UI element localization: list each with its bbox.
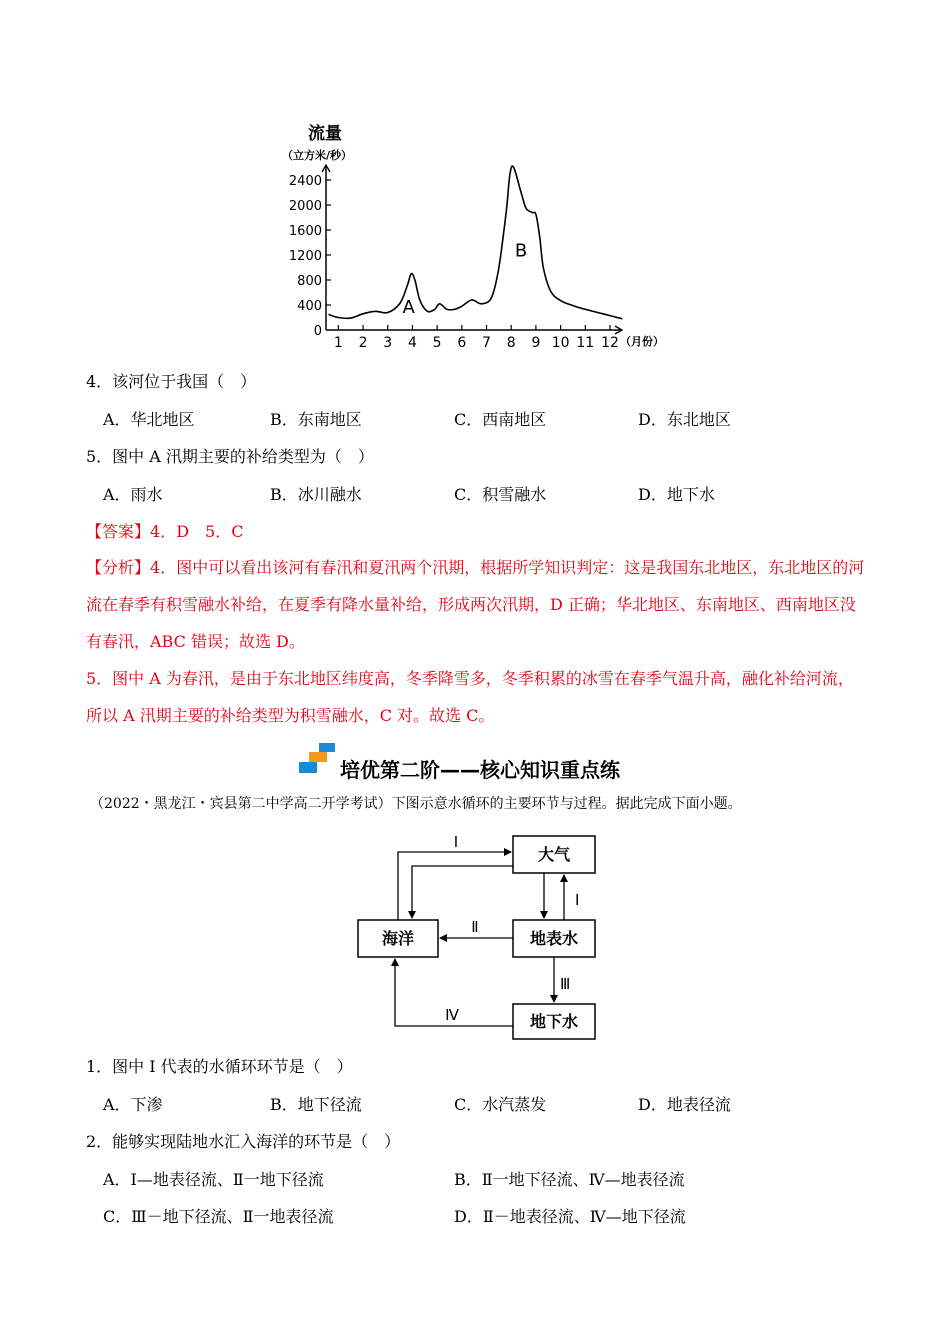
section-title: 培优第二阶——核心知识重点练 [340, 758, 620, 782]
groundwater-label: 地下水 [529, 1012, 579, 1031]
question-5-stem: 5．图中 A 汛期主要的补给类型为（ ） [86, 447, 374, 466]
q5-option-d[interactable]: D．地下水 [638, 485, 715, 504]
analysis-5: 5．图中 A 为春汛，是由于东北地区纬度高，冬季降雪多，冬季积累的冰雪在春季气温升高，融化补给河流，所以 A 汛期主要的补给类型为积雪融水，C 对。故选 C。 [86, 669, 854, 725]
x-unit-label: （月份） [620, 335, 664, 348]
q1-option-d[interactable]: D．地表径流 [638, 1095, 731, 1114]
q2-option-c[interactable]: C．Ⅲ－地下径流、Ⅱ一地表径流 [103, 1207, 334, 1226]
q5-option-a[interactable]: A．雨水 [103, 485, 163, 504]
q1-option-b[interactable]: B．地下径流 [270, 1095, 362, 1114]
x-tick-label: 1 [333, 335, 343, 351]
label-iv: Ⅳ [445, 1006, 459, 1024]
question-2-stem: 2．能够实现陆地水汇入海洋的环节是（ ） [86, 1132, 401, 1151]
x-tick-label: 4 [407, 335, 417, 351]
q2-option-b[interactable]: B．Ⅱ一地下径流、Ⅳ—地表径流 [454, 1170, 685, 1189]
chart-yunit: （立方米/秒） [282, 149, 353, 162]
x-tick-label: 2 [358, 335, 368, 351]
flow-series-line [329, 166, 623, 319]
ocean-box [358, 920, 438, 957]
q4-option-c[interactable]: C．西南地区 [454, 410, 547, 429]
q4-option-b[interactable]: B．东南地区 [270, 410, 362, 429]
label-i-top: Ⅰ [453, 833, 459, 851]
q2-option-a[interactable]: A．Ⅰ—地表径流、Ⅱ一地下径流 [103, 1170, 324, 1189]
y-tick-label: 0 [313, 324, 322, 339]
answer-tag: 【答案】 [86, 522, 151, 541]
surface-water-label: 地表水 [529, 929, 579, 948]
q5-option-c[interactable]: C．积雪融水 [454, 485, 547, 504]
y-tick-label: 1600 [288, 224, 322, 239]
q4-option-a[interactable]: A．华北地区 [103, 410, 195, 429]
flood-label-b: B [514, 240, 528, 262]
question-source: （2022・黑龙江・宾县第二中学高二开学考试）下图示意水循环的主要环节与过程。据此完成下面小题。 [90, 796, 742, 812]
label-ii: Ⅱ [471, 918, 479, 936]
answer-line [86, 522, 243, 542]
q1-option-a[interactable]: A．下渗 [103, 1095, 163, 1114]
surface-water-box [513, 920, 595, 957]
q5-option-b[interactable]: B．冰川融水 [270, 485, 362, 504]
analysis-tag: 【分析】 [86, 558, 151, 577]
label-iii: Ⅲ [560, 975, 571, 993]
x-tick-label: 10 [551, 335, 570, 351]
y-tick-label: 400 [297, 299, 322, 314]
y-tick-label: 800 [297, 274, 322, 289]
x-tick-label: 3 [383, 335, 393, 351]
x-tick-label: 6 [457, 335, 467, 351]
y-tick-label: 2000 [288, 199, 322, 214]
y-tick-label: 2400 [288, 174, 322, 189]
x-tick-label: 11 [576, 335, 595, 351]
ocean-label: 海洋 [381, 929, 415, 948]
q2-option-d[interactable]: D．Ⅱ－地表径流、Ⅳ—地下径流 [454, 1207, 686, 1226]
y-tick-label: 1200 [288, 249, 322, 264]
label-i-right: Ⅰ [575, 891, 580, 909]
x-tick-label: 7 [482, 335, 491, 351]
analysis-4 [86, 549, 866, 660]
arrow-atmosphere-to-ocean [412, 866, 513, 918]
q4-option-d[interactable]: D．东北地区 [638, 410, 731, 429]
question-1-stem: 1．图中 Ⅰ 代表的水循环环节是（ ） [86, 1057, 353, 1076]
x-tick-label: 8 [506, 335, 516, 351]
x-tick-label: 5 [432, 335, 442, 351]
groundwater-box [513, 1004, 595, 1039]
x-tick-label: 12 [601, 335, 619, 351]
answer-text: 4．D 5．C [150, 522, 244, 541]
chart-ylabel: 流量 [308, 124, 342, 144]
section-icon [297, 741, 337, 775]
q1-option-c[interactable]: C．水汽蒸发 [454, 1095, 547, 1114]
river-flow-chart [270, 115, 690, 360]
arrow-ocean-to-atmosphere [398, 852, 511, 920]
atmosphere-box [513, 836, 595, 873]
atmosphere-label: 大气 [537, 845, 571, 864]
question-4-stem: 4．该河位于我国（ ） [86, 372, 257, 391]
x-tick-label: 9 [531, 335, 541, 351]
analysis-4-text: 4．图中可以看出该河有春汛和夏汛两个汛期，根据所学知识判定：这是我国东北地区，东北地区的河流在春季有积雪融水补给，在夏季有降水量补给，形成两次汛期，D 正确；华北地区、东南地区、西南地区没有春汛，ABC 错误；故选 D。 [86, 558, 865, 651]
water-cycle-diagram [350, 828, 610, 1040]
flood-label-a: A [402, 297, 415, 319]
